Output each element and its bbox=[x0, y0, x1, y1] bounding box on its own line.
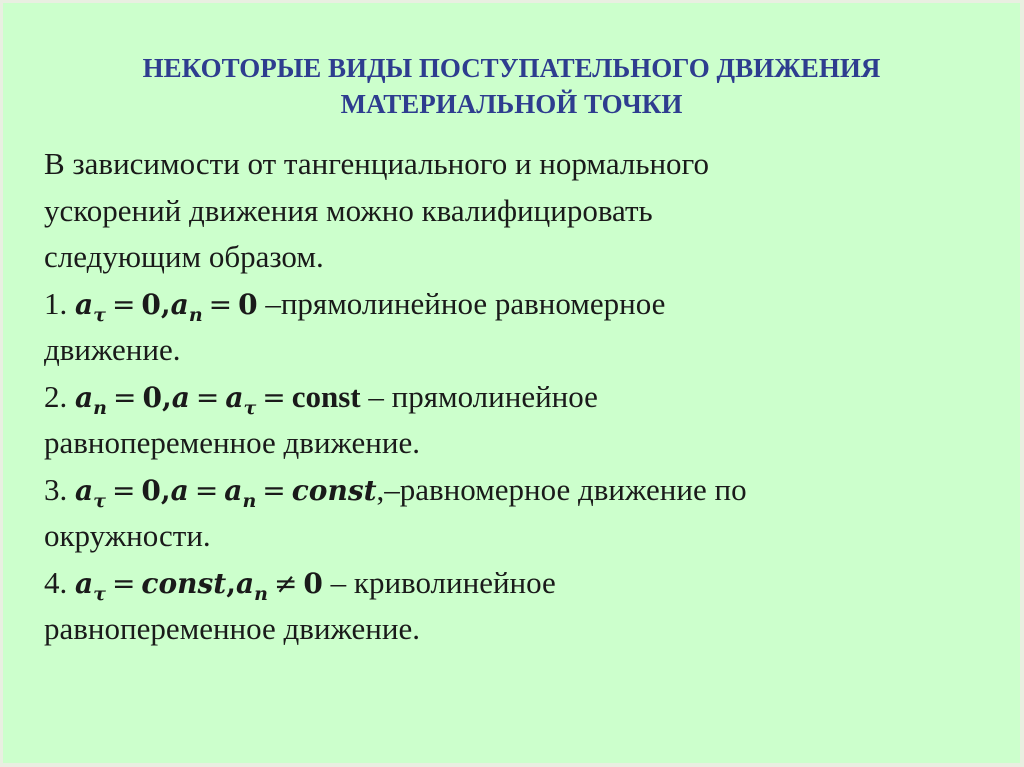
item-4-description-cont: равнопеременное движение. bbox=[44, 611, 420, 646]
slide bbox=[3, 3, 1020, 763]
item-1-description-cont: движение. bbox=[44, 332, 181, 367]
item-1-number: 1. bbox=[44, 285, 68, 321]
item-1 bbox=[44, 281, 1004, 328]
title-line-1: НЕКОТОРЫЕ ВИДЫ ПОСТУПАТЕЛЬНОГО ДВИЖЕНИЯ bbox=[142, 53, 881, 83]
intro-line-1: В зависимости от тангенциального и нормального bbox=[44, 146, 710, 181]
item-2 bbox=[44, 374, 1004, 421]
item-3-formula: $a_\tau = 0,a = a_n$ = const bbox=[75, 473, 377, 512]
item-4 bbox=[44, 560, 1004, 607]
item-1-formula: $a_\tau = 0,a_n = 0$ bbox=[75, 287, 258, 326]
item-2-description-cont: равнопеременное движение. bbox=[44, 425, 420, 460]
title-line-2: МАТЕРИАЛЬНОЙ ТОЧКИ bbox=[340, 89, 683, 119]
item-2-number: 2. bbox=[44, 378, 68, 414]
item-3-number: 3. bbox=[44, 471, 68, 507]
item-3-description-cont: окружности. bbox=[44, 518, 211, 553]
item-4-formula: $a_\tau$ = $const,a_n \ne 0$ bbox=[75, 566, 323, 605]
item-3 bbox=[44, 467, 1004, 514]
item-3-description: ,–равномерное движение по bbox=[376, 471, 747, 507]
item-4-number: 4. bbox=[44, 564, 68, 600]
intro-line-3: следующим образом. bbox=[44, 239, 324, 274]
item-2-description: – прямолинейное bbox=[368, 378, 598, 414]
item-2-formula: $a_n = 0,a = a_\tau$ = const bbox=[75, 378, 361, 419]
item-1-description: –прямолинейное равномерное bbox=[265, 285, 666, 321]
item-4-description: – криволинейное bbox=[330, 564, 556, 600]
slide-body bbox=[44, 141, 1004, 653]
intro-line-2: ускорений движения можно квалифицировать bbox=[44, 192, 653, 228]
slide-title bbox=[3, 50, 1020, 122]
